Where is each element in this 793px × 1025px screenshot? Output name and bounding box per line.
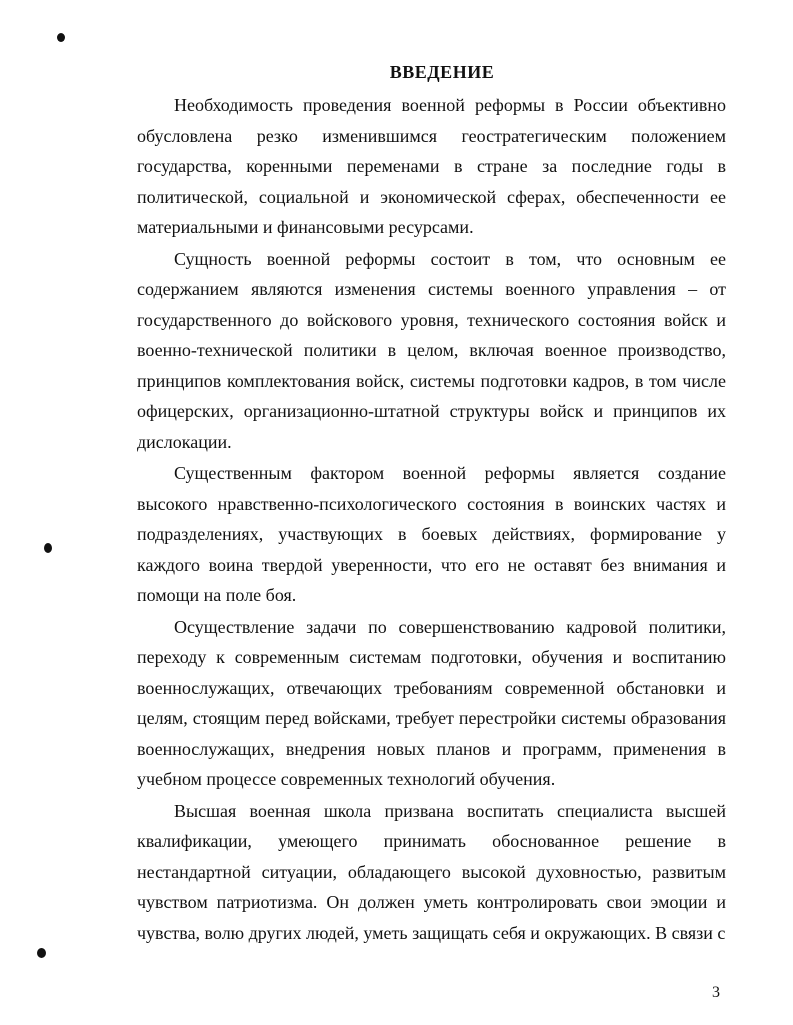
punch-hole-mark-bottom (37, 948, 46, 958)
page-number: 3 (712, 984, 720, 1001)
page-title: ВВЕДЕНИЕ (389, 62, 495, 82)
body-text (137, 90, 726, 948)
punch-hole-mark-middle (44, 543, 52, 553)
paragraph-2: Сущность военной реформы состоит в том, что основным ее содержанием являются изменения системы военного управления – от государственного до войскового уровня, технического состояния войск и военно-технической политики в целом, включая военное производство, принципов комплектования войск, системы подготовки кадров, в том числе офицерских, организационно-штатной структуры войск и принципов их дислокации. (137, 248, 726, 452)
paragraph-5: Высшая военная школа призвана воспитать специалиста высшей квалификации, умеющего принимать обоснованное решение в нестандартной ситуации, обладающего высокой духовностью, развитым чувством патриотизма. Он должен уметь контролировать свои эмоции и чувства, волю других людей, уметь защищать себя и окружающих. В связи с (137, 800, 726, 943)
paragraph-4: Осуществление задачи по совершенствованию кадровой политики, переходу к современным системам подготовки, обучения и воспитанию военнослужащих, отвечающих требованиям современной обстановки и целям, стоящим перед войсками, требует перестройки системы образования военнослужащих, внедрения новых планов и программ, применения в учебном процессе современных технологий обучения. (137, 616, 726, 789)
punch-hole-mark-top (57, 33, 65, 42)
paragraph-3: Существенным фактором военной реформы является создание высокого нравственно-психологического состояния в воинских частях и подразделениях, участвующих в боевых действиях, формирование у каждого воина твердой уверенности, что его не оставят без внимания и помощи на поле боя. (137, 463, 726, 605)
paragraph-1: Необходимость проведения военной реформы в России объективно обусловлена резко изменившимся геостратегическим положением государства, коренными переменами в стране за последние годы в политической, социальной и экономической сферах, обеспеченности ее материальными и финансовыми ресурсами. (137, 95, 726, 237)
